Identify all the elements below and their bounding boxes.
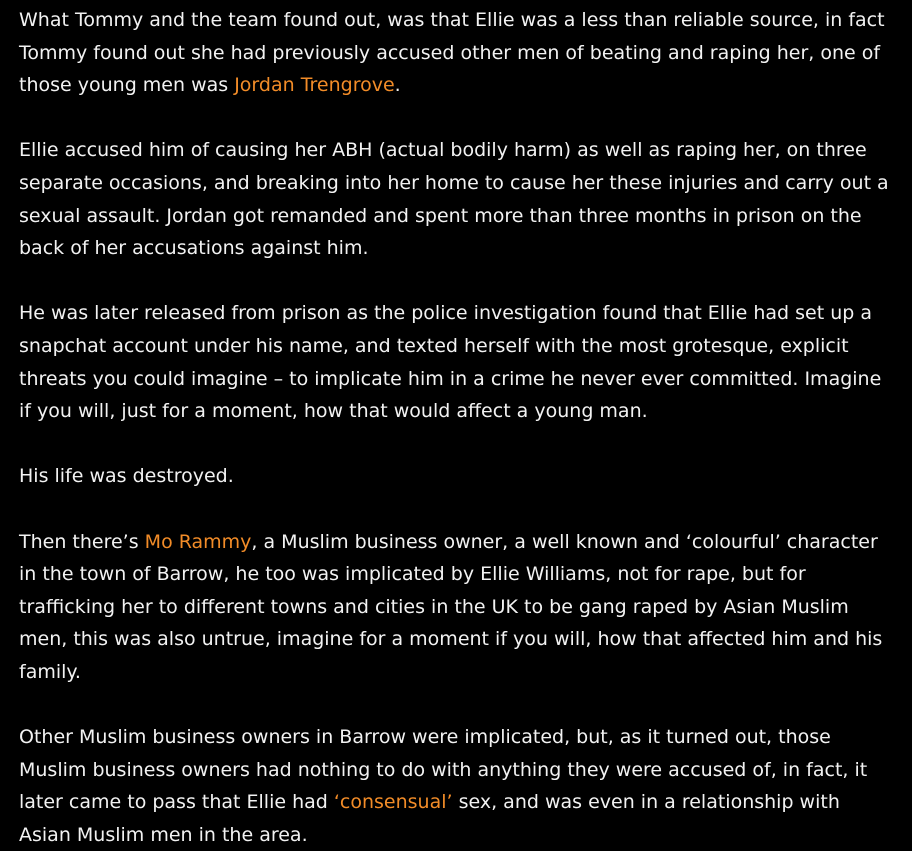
- paragraph-2: Ellie accused him of causing her ABH (actual bodily harm) as well as raping her, on three separate occasions, and breaking into her home to cause her these injuries and carry out a sexual assault. Jordan got remanded and spent more than three months in prison on the back of her accusations against him.: [19, 139, 889, 260]
- paragraph-6-text-start: Other Muslim business owners in Barrow were implicated, but, as it turned out, those Muslim business owners had nothing to do with anything they were accused of, in fact, it later came to pass that Ellie had: [19, 726, 868, 814]
- paragraph-5-text-start: Then there’s: [19, 530, 145, 553]
- paragraph-1-text-start: What Tommy and the team found out, was that Ellie was a less than reliable source, in fact Tommy found out she had previously accused other men of beating and raping her, one of those young men was: [19, 9, 885, 97]
- paragraph-1: [19, 4, 893, 102]
- paragraph-1-text-end: .: [394, 74, 401, 97]
- consensual-link[interactable]: ‘consensual’: [333, 791, 453, 814]
- paragraph-6: [19, 721, 893, 851]
- paragraph-5: [19, 526, 893, 689]
- paragraph-4: His life was destroyed.: [19, 465, 234, 488]
- paragraph-5-text-end: , a Muslim business owner, a well known and ‘colourful’ character in the town of Barrow, he too was implicated by Ellie Williams, not for rape, but for trafficking her to different towns and cities in the UK to be gang raped by Asian Muslim men, this was also untrue, imagine for a moment if you will, how that affected him and his family.: [19, 530, 883, 683]
- paragraph-6-text-end: sex, and was even in a relationship with Asian Muslim men in the area.: [19, 791, 840, 846]
- jordan-trengrove-link[interactable]: Jordan Trengrove: [234, 74, 395, 97]
- mo-rammy-link[interactable]: Mo Rammy: [144, 530, 252, 553]
- paragraph-3: He was later released from prison as the police investigation found that Ellie had set up a snapchat account under his name, and texted herself with the most grotesque, explicit threats you could imagine – to implicate him in a crime he never ever committed. Imagine if you will, just for a moment, how that would affect a young man.: [19, 302, 882, 423]
